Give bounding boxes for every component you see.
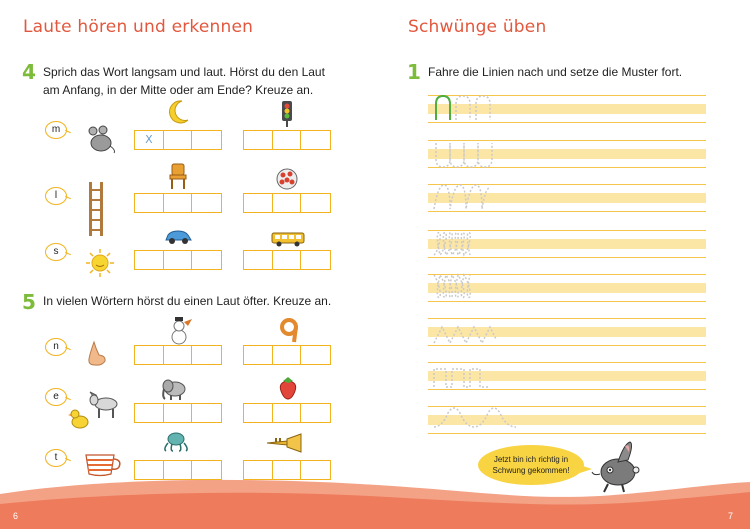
cup-picture [84, 452, 124, 478]
sun-picture [84, 248, 116, 278]
page-number-left: 6 [13, 511, 19, 521]
zigzag-pattern [428, 313, 508, 353]
snowman-picture [168, 316, 194, 346]
box-end[interactable] [192, 346, 221, 364]
box-start[interactable] [244, 404, 273, 422]
box-end[interactable] [301, 194, 330, 212]
ladder-picture [86, 181, 106, 237]
box-start[interactable] [244, 461, 273, 479]
syllable-boxes-neun[interactable] [243, 345, 331, 365]
syllable-boxes-ampel[interactable] [243, 130, 331, 150]
box-end[interactable] [192, 131, 221, 149]
big-wave-pattern [428, 401, 528, 441]
tracing-line-4[interactable] [428, 230, 706, 258]
arch-pattern [428, 90, 508, 130]
box-end[interactable] [301, 404, 330, 422]
page-title-left: Laute hören und erkennen [23, 17, 254, 37]
car-picture [163, 229, 193, 245]
box-start[interactable] [135, 461, 164, 479]
ball-picture [275, 167, 299, 191]
tracing-line-8[interactable] [428, 406, 706, 434]
garland-pattern [428, 135, 508, 175]
bus-picture [271, 231, 305, 247]
box-middle[interactable] [273, 194, 302, 212]
syllable-boxes-nase[interactable] [134, 345, 222, 365]
syllable-boxes-esel[interactable] [134, 403, 222, 423]
letter-bubble-l: l [45, 187, 67, 205]
box-end[interactable] [301, 461, 330, 479]
box-end[interactable] [192, 404, 221, 422]
tracing-line-6[interactable] [428, 318, 706, 346]
syllable-boxes-trompete[interactable] [243, 460, 331, 480]
box-end[interactable] [192, 461, 221, 479]
box-start[interactable] [135, 251, 164, 269]
nose-picture [86, 341, 108, 367]
speech-bubble [478, 445, 584, 485]
letter-bubble-s: s [45, 243, 67, 261]
box-start[interactable] [135, 404, 164, 422]
trumpet-picture [265, 433, 305, 453]
speech-line-2: Schwung gekommen! [492, 466, 570, 475]
task-4-instruction [43, 63, 325, 99]
box-start[interactable] [244, 131, 273, 149]
box-start[interactable] [244, 346, 273, 364]
syllable-boxes-leiter[interactable] [134, 193, 222, 213]
syllable-boxes-ball[interactable] [243, 193, 331, 213]
elephant-picture [160, 377, 188, 401]
box-start[interactable] [244, 251, 273, 269]
moon-picture [167, 99, 191, 125]
page-title-right: Schwünge üben [408, 17, 547, 37]
box-end[interactable] [192, 194, 221, 212]
number-nine-picture [278, 318, 300, 344]
box-start[interactable] [244, 194, 273, 212]
syllable-boxes-erdbeere[interactable] [243, 403, 331, 423]
box-middle[interactable] [164, 346, 193, 364]
box-end[interactable] [192, 251, 221, 269]
box-start[interactable] [135, 194, 164, 212]
strawberry-picture [277, 376, 299, 400]
task-5-number: 5 [22, 290, 36, 314]
task-4-number: 4 [22, 60, 36, 84]
page-number-right: 7 [728, 511, 734, 521]
donkey-picture [88, 390, 124, 420]
traffic-light-picture [279, 99, 295, 127]
box-end[interactable] [301, 251, 330, 269]
syllable-boxes-sonne[interactable] [134, 250, 222, 270]
box-start[interactable] [135, 346, 164, 364]
wave-pattern [428, 179, 508, 219]
box-end[interactable] [301, 346, 330, 364]
syllable-boxes-bus[interactable] [243, 250, 331, 270]
box-middle[interactable] [164, 461, 193, 479]
duck-picture [68, 406, 90, 430]
box-start[interactable]: X [135, 131, 164, 149]
task-5-instruction: In vielen Wörtern hörst du einen Laut öfter. Kreuze an. [43, 294, 332, 308]
mouse-picture [84, 122, 116, 154]
top-loop-pattern [428, 269, 508, 309]
box-middle[interactable] [273, 251, 302, 269]
letter-bubble-e: e [45, 388, 67, 406]
rabbit-character-picture [588, 440, 648, 496]
letter-bubble-n: n [45, 338, 67, 356]
task-1-instruction: Fahre die Linien nach und setze die Muster fort. [428, 65, 683, 79]
loop-pattern [428, 225, 508, 265]
box-middle[interactable] [273, 131, 302, 149]
task-4-instruction-line1: Sprich das Wort langsam und laut. Hörst du den Laut [43, 65, 325, 79]
box-middle[interactable] [164, 251, 193, 269]
letter-bubble-t: t [45, 449, 67, 467]
box-middle[interactable] [273, 461, 302, 479]
letter-bubble-m: m [45, 121, 67, 139]
box-middle[interactable] [164, 194, 193, 212]
box-middle[interactable] [164, 404, 193, 422]
tracing-line-3[interactable] [428, 184, 706, 212]
task-1-number: 1 [407, 60, 421, 84]
tracing-line-7[interactable] [428, 362, 706, 390]
box-middle[interactable] [164, 131, 193, 149]
tracing-line-2[interactable] [428, 140, 706, 168]
castle-pattern [428, 357, 508, 397]
task-4-instruction-line2: am Anfang, in der Mitte oder am Ende? Kreuze an. [43, 83, 314, 97]
syllable-boxes-maus[interactable] [134, 130, 222, 150]
chair-picture [168, 162, 188, 190]
speech-line-1: Jetzt bin ich richtig in [493, 455, 569, 464]
box-end[interactable] [301, 131, 330, 149]
syllable-boxes-tasse[interactable] [134, 460, 222, 480]
tracing-line-5[interactable] [428, 274, 706, 302]
tracing-line-1[interactable] [428, 95, 706, 123]
octopus-picture [160, 431, 192, 453]
box-middle[interactable] [273, 404, 302, 422]
box-middle[interactable] [273, 346, 302, 364]
